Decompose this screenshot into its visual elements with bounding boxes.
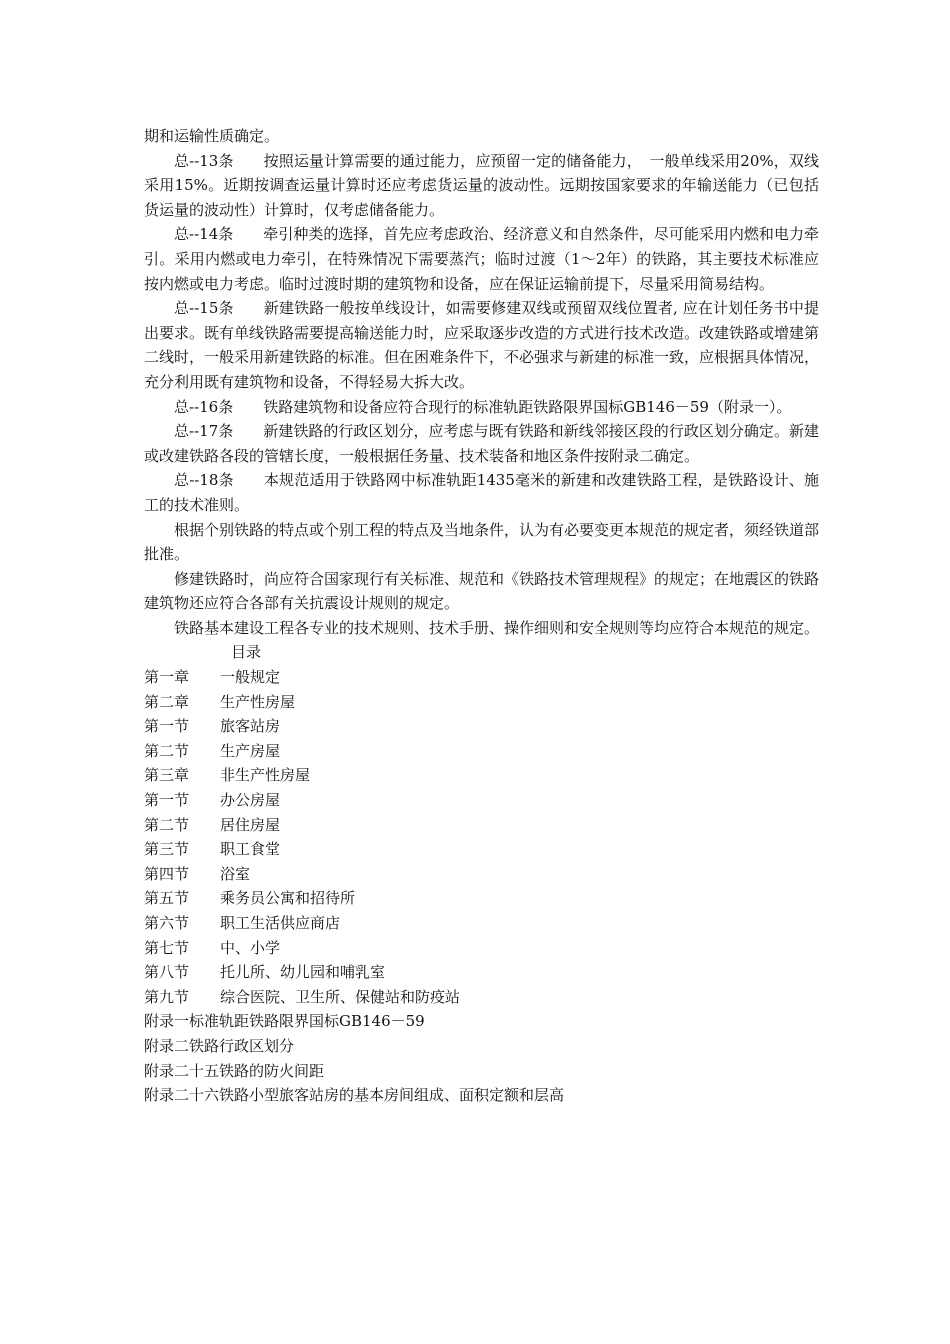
toc-item-title: 一般规定	[220, 668, 281, 687]
toc-item-label: 第二节	[144, 815, 190, 834]
toc-item	[144, 985, 819, 1010]
toc-item-label: 第一章	[144, 668, 190, 687]
paragraph	[144, 222, 819, 296]
paragraph-text: 本规范适用于铁路网中标准轨距1435毫米的新建和改建铁路工程，是铁路设计、施工的技术准则。	[144, 471, 819, 514]
toc-item	[144, 714, 819, 739]
toc-item	[144, 739, 819, 764]
document-page	[144, 124, 819, 1108]
toc-item-label: 第九节	[144, 987, 190, 1006]
paragraph-text: 铁路建筑物和设备应符合现行的标准轨距铁路限界国标GB146－59（附录一）。	[263, 397, 792, 416]
toc-item-label: 第三章	[144, 766, 190, 785]
paragraph	[144, 419, 819, 468]
toc-item	[144, 788, 819, 813]
appendix-list	[144, 1009, 819, 1107]
appendix-item: 附录二铁路行政区划分	[144, 1036, 295, 1055]
toc-item	[144, 763, 819, 788]
paragraph-text: 根据个别铁路的特点或个别工程的特点及当地条件，认为有必要变更本规范的规定者，须经铁道部批准。	[144, 520, 820, 564]
toc-item-label: 第一节	[144, 717, 190, 736]
appendix-item: 附录二十五铁路的防火间距	[144, 1061, 325, 1080]
toc-item-label: 第三节	[144, 840, 190, 859]
toc-item-label: 第八节	[144, 963, 190, 982]
toc-item	[144, 936, 819, 961]
toc-title: 目录	[231, 643, 262, 662]
article-number: 总--18条	[174, 471, 234, 490]
toc-item-label: 第六节	[144, 914, 190, 932]
toc-item	[144, 960, 819, 985]
toc-item-title: 职工食堂	[220, 840, 281, 859]
toc-item-title: 生产房屋	[220, 741, 281, 760]
paragraph-text: 按照运量计算需要的通过能力，应预留一定的储备能力， 一般单线采用20%，双线采用15%。近期按调查运量计算时还应考虑货运量的波动性。远期按国家要求的年输送能力（已包括货运量的波动性）计算时，仅考虑储备能力。	[144, 151, 820, 219]
appendix-item: 附录二十六铁路小型旅客站房的基本房间组成、面积定额和层高	[144, 1086, 565, 1105]
paragraph-text: 期和运输性质确定。	[144, 127, 280, 145]
article-number: 总--13条	[174, 151, 234, 170]
toc-item-title: 托儿所、幼儿园和哺乳室	[220, 963, 386, 982]
toc-item-title: 居住房屋	[220, 815, 281, 834]
article-number: 总--17条	[174, 422, 234, 441]
toc-item	[144, 862, 819, 887]
toc-item-label: 第二节	[144, 741, 190, 760]
toc-item	[144, 886, 819, 911]
paragraph	[144, 395, 819, 420]
toc-item-label: 第五节	[144, 889, 190, 908]
paragraph-text: 新建铁路的行政区划分，应考虑与既有铁路和新线邻接区段的行政区划分确定。新建或改建铁路各段的管辖长度，一般根据任务量、技术装备和地区条件按附录二确定。	[144, 422, 819, 465]
article-number: 总--14条	[174, 225, 234, 244]
article-number: 总--16条	[174, 397, 234, 416]
paragraph-text: 新建铁路一般按单线设计，如需要修建双线或预留双线位置者, 应在计划任务书中提出要求。既有单线铁路需要提高输送能力时，应采取逐步改造的方式进行技术改造。改建铁路或增建第二线时，一般采用新建铁路的标准。但在困难条件下，不必强求与新建的标准一致，应根据具体情况，充分利用既有建筑物和设备，不得轻易大拆大改。	[144, 299, 820, 391]
paragraph	[144, 616, 819, 641]
paragraph	[144, 468, 819, 517]
paragraph	[144, 124, 819, 149]
toc-item-title: 综合医院、卫生所、保健站和防疫站	[220, 987, 461, 1006]
toc-item-label: 第七节	[144, 938, 190, 957]
toc-item-label: 第一节	[144, 791, 190, 810]
toc-item-title: 旅客站房	[220, 717, 281, 736]
paragraph	[144, 149, 819, 223]
toc-item-label: 第四节	[144, 864, 190, 883]
toc-item-title: 职工生活供应商店	[220, 914, 341, 932]
toc-item	[144, 665, 819, 690]
paragraph	[144, 296, 819, 394]
paragraph-text: 牵引种类的选择，首先应考虑政治、经济意义和自然条件，尽可能采用内燃和电力牵引。采用内燃或电力牵引，在特殊情况下需要蒸汽；临时过渡（1～2年）的铁路，其主要技术标准应按内燃或电力考虑。临时过渡时期的建筑物和设备，应在保证运输前提下，尽量采用简易结构。	[144, 225, 819, 293]
toc-item-title: 浴室	[220, 864, 251, 883]
toc-list	[144, 665, 819, 1009]
toc-item-title: 中、小学	[220, 938, 281, 957]
article-number: 总--15条	[174, 299, 234, 318]
toc-item	[144, 690, 819, 715]
paragraph	[144, 518, 819, 567]
paragraph-text: 修建铁路时，尚应符合国家现行有关标准、规范和《铁路技术管理规程》的规定；在地震区的铁路建筑物还应符合各部有关抗震设计规则的规定。	[144, 569, 820, 613]
toc-item-title: 非生产性房屋	[220, 766, 311, 785]
toc-item	[144, 837, 819, 862]
paragraph	[144, 567, 819, 616]
toc-item-label: 第二章	[144, 692, 190, 711]
toc-item	[144, 813, 819, 838]
toc-item	[144, 911, 819, 936]
paragraph-text: 铁路基本建设工程各专业的技术规则、技术手册、操作细则和安全规则等均应符合本规范的规定。	[174, 618, 820, 637]
toc-item-title: 乘务员公寓和招待所	[220, 889, 356, 908]
body-text	[144, 124, 819, 640]
toc-item-title: 生产性房屋	[220, 692, 296, 711]
appendix-item: 附录一标准轨距铁路限界国标GB146－59	[144, 1012, 425, 1031]
toc-item-title: 办公房屋	[220, 791, 281, 810]
